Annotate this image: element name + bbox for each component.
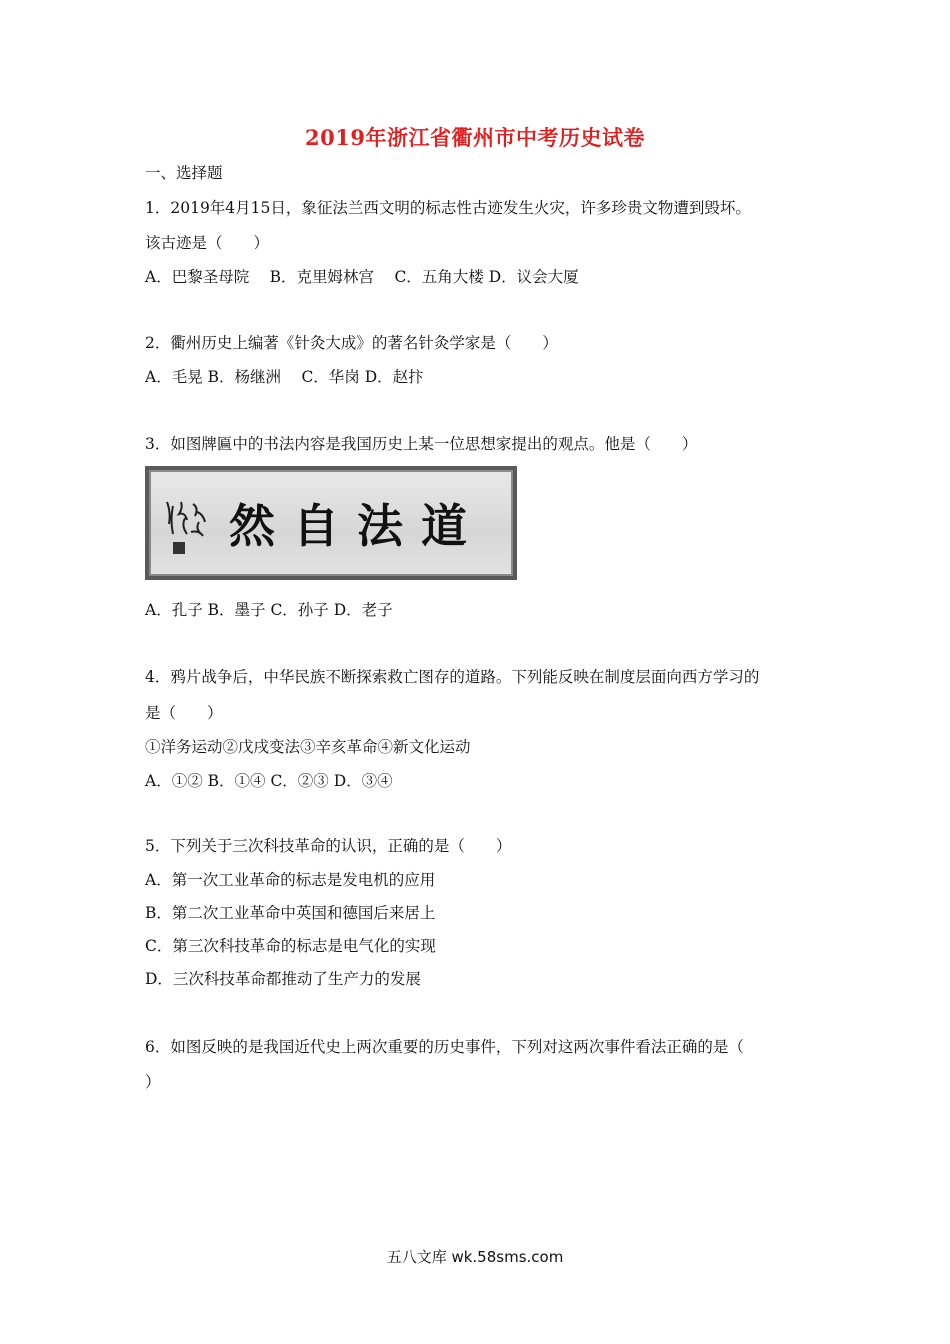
question-4-line-2: 是（ ） [145,704,223,722]
question-5-option-d: D．三次科技革命都推动了生产力的发展 [145,970,421,988]
question-2-line-1: 2．衢州历史上编著《针灸大成》的著名针灸学家是（ ） [145,334,558,352]
question-1-line-2: 该古迹是（ ） [145,234,270,252]
calligraphy-plaque-image [145,466,517,580]
question-3-options: A．孔子 B．墨子 C．孙子 D．老子 [145,601,393,619]
question-6-line-2: ） [145,1073,161,1091]
question-1-line-1: 1．2019年4月15日，象征法兰西文明的标志性古迹发生火灾，许多珍贵文物遭到毁坏。 [145,199,751,217]
question-4-options: A．①② B．①④ C．②③ D．③④ [145,772,393,790]
question-5-option-a: A．第一次工业革命的标志是发电机的应用 [145,871,436,889]
page-title: 2019年浙江省衢州市中考历史试卷 [305,125,645,150]
question-5-line-1: 5．下列关于三次科技革命的认识，正确的是（ ） [145,837,512,855]
question-4-line-1: 4．鸦片战争后，中华民族不断探索救亡图存的道路。下列能反映在制度层面向西方学习的 [145,668,760,686]
question-1-options: A．巴黎圣母院 B．克里姆林宫 C．五角大楼 D．议会大厦 [145,268,579,286]
signature-seal-icon [161,498,213,558]
footer-watermark: 五八文库 wk.58sms.com [386,1248,564,1266]
question-6-line-1: 6．如图反映的是我国近代史上两次重要的历史事件，下列对这两次事件看法正确的是（ [145,1038,744,1056]
plaque-calligraphy: 然自法道 [229,499,485,553]
question-4-line-3: ①洋务运动②戊戌变法③辛亥革命④新文化运动 [145,738,471,756]
question-5-option-b: B．第二次工业革命中英国和德国后来居上 [145,904,436,922]
section-heading: 一、选择题 [145,164,223,182]
question-3-line-1: 3．如图牌匾中的书法内容是我国历史上某一位思想家提出的观点。他是（ ） [145,435,698,453]
question-2-options: A．毛晃 B．杨继洲 C．华岗 D．赵抃 [145,368,424,386]
question-5-option-c: C．第三次科技革命的标志是电气化的实现 [145,937,436,955]
